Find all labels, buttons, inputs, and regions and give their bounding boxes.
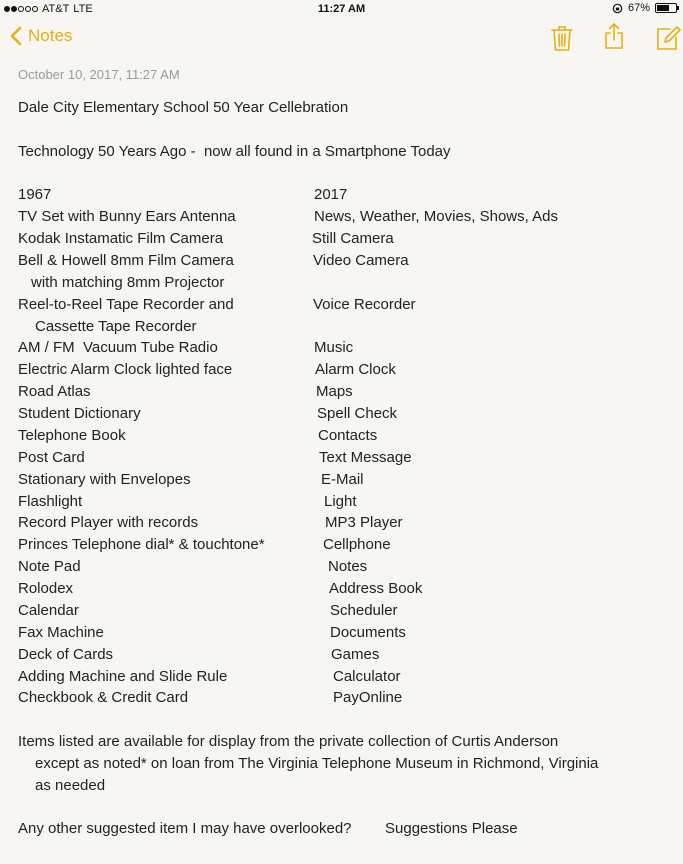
list-item[interactable]: Games bbox=[331, 646, 380, 663]
list-item[interactable]: Reel-to-Reel Tape Recorder and bbox=[18, 296, 234, 313]
status-right bbox=[612, 2, 677, 14]
list-item[interactable]: Calculator bbox=[333, 668, 401, 685]
list-item[interactable]: Road Atlas bbox=[18, 383, 91, 400]
compose-icon[interactable] bbox=[655, 24, 681, 52]
note-subtitle[interactable]: Technology 50 Years Ago - now all found in a Smartphone Today bbox=[18, 143, 451, 160]
list-item[interactable]: Notes bbox=[328, 558, 368, 575]
nav-bar bbox=[0, 20, 683, 60]
list-item[interactable]: Text Message bbox=[319, 449, 412, 466]
list-item[interactable]: Rolodex bbox=[18, 580, 74, 597]
list-item[interactable]: Voice Recorder bbox=[313, 296, 416, 313]
list-item[interactable]: Kodak Instamatic Film Camera bbox=[18, 230, 224, 247]
list-item[interactable]: TV Set with Bunny Ears Antenna bbox=[18, 208, 236, 225]
list-item[interactable]: PayOnline bbox=[333, 689, 403, 706]
list-item[interactable]: Princes Telephone dial* & touchtone* bbox=[18, 536, 265, 553]
closing-question[interactable]: Any other suggested item I may have overlooked? bbox=[18, 820, 352, 837]
list-item[interactable]: Flashlight bbox=[18, 493, 83, 510]
list-item[interactable]: Still Camera bbox=[312, 230, 394, 247]
list-item[interactable]: Light bbox=[324, 493, 357, 510]
header-1967[interactable]: 1967 bbox=[18, 186, 52, 203]
list-item[interactable]: Record Player with records bbox=[18, 514, 199, 531]
list-item[interactable]: AM / FM Vacuum Tube Radio bbox=[18, 339, 218, 356]
orientation-lock-icon bbox=[612, 3, 623, 14]
list-item[interactable]: Checkbook & Credit Card bbox=[18, 689, 189, 706]
trash-icon[interactable] bbox=[549, 24, 575, 52]
note-title[interactable]: Dale City Elementary School 50 Year Cellebration bbox=[18, 99, 349, 116]
footer-line[interactable]: as needed bbox=[35, 777, 106, 794]
list-item[interactable]: MP3 Player bbox=[325, 514, 403, 531]
list-item[interactable]: Documents bbox=[330, 624, 406, 641]
list-item[interactable]: with matching 8mm Projector bbox=[31, 274, 225, 291]
back-label: Notes bbox=[28, 26, 73, 45]
list-item[interactable]: Alarm Clock bbox=[315, 361, 396, 378]
list-item[interactable]: Deck of Cards bbox=[18, 646, 114, 663]
battery-percent: 67% bbox=[627, 2, 650, 14]
network-type: LTE bbox=[73, 3, 93, 15]
list-item[interactable]: Maps bbox=[316, 383, 353, 400]
list-item[interactable]: Cassette Tape Recorder bbox=[35, 318, 197, 335]
list-item[interactable]: Post Card bbox=[18, 449, 85, 466]
list-item[interactable]: Spell Check bbox=[317, 405, 398, 422]
share-icon[interactable] bbox=[601, 22, 627, 50]
list-item[interactable]: Telephone Book bbox=[18, 427, 126, 444]
list-item[interactable]: Address Book bbox=[329, 580, 423, 597]
list-item[interactable]: Bell & Howell 8mm Film Camera bbox=[18, 252, 234, 269]
list-item[interactable]: Calendar bbox=[18, 602, 79, 619]
footer-line[interactable]: Items listed are available for display from the private collection of Curtis Anderson bbox=[18, 733, 559, 750]
list-item[interactable]: Student Dictionary bbox=[18, 405, 141, 422]
list-item[interactable]: Fax Machine bbox=[18, 624, 104, 641]
back-button[interactable] bbox=[10, 26, 72, 46]
list-item[interactable]: Adding Machine and Slide Rule bbox=[18, 668, 228, 685]
list-item[interactable]: Electric Alarm Clock lighted face bbox=[18, 361, 233, 378]
header-2017[interactable]: 2017 bbox=[314, 186, 348, 203]
list-item[interactable]: Video Camera bbox=[313, 252, 409, 269]
chevron-left-icon bbox=[10, 26, 22, 46]
closing-request[interactable]: Suggestions Please bbox=[385, 820, 518, 837]
list-item[interactable]: Cellphone bbox=[323, 536, 391, 553]
list-item[interactable]: Scheduler bbox=[330, 602, 398, 619]
note-date: October 10, 2017, 11:27 AM bbox=[18, 67, 180, 82]
list-item[interactable]: Stationary with Envelopes bbox=[18, 471, 191, 488]
carrier-name: AT&T bbox=[42, 3, 70, 15]
list-item[interactable]: Music bbox=[314, 339, 354, 356]
list-item[interactable]: Contacts bbox=[318, 427, 378, 444]
list-item[interactable]: News, Weather, Movies, Shows, Ads bbox=[314, 208, 558, 225]
status-bar bbox=[0, 0, 683, 18]
footer-line[interactable]: except as noted* on loan from The Virginia Telephone Museum in Richmond, Virginia bbox=[35, 755, 599, 772]
list-item[interactable]: E-Mail bbox=[321, 471, 364, 488]
list-item[interactable]: Note Pad bbox=[18, 558, 81, 575]
battery-icon bbox=[655, 3, 677, 13]
status-time: 11:27 AM bbox=[317, 3, 366, 15]
